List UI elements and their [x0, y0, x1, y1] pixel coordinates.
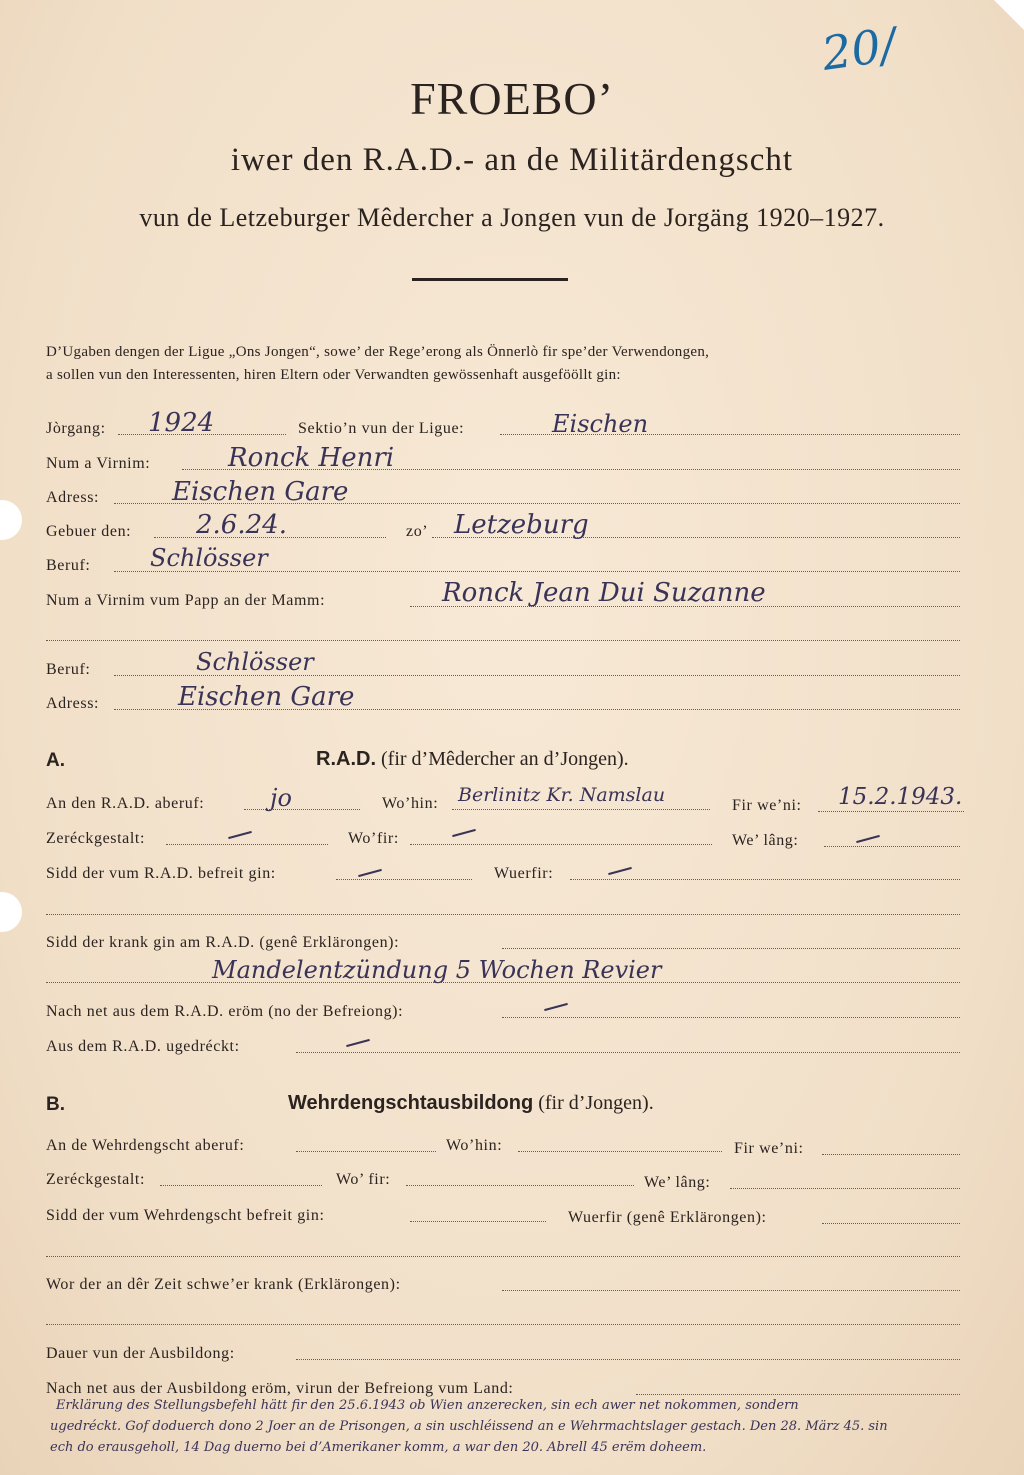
- wd-welang-label: We’ lâng:: [644, 1174, 711, 1191]
- jorgang-label: Jòrgang:: [46, 420, 106, 437]
- rad-krank-label: Sidd der krank gin am R.A.D. (genê Erklärongen):: [46, 934, 400, 951]
- rad-aberuf-label: An den R.A.D. aberuf:: [46, 795, 205, 812]
- fill-line: [452, 809, 710, 810]
- fill-line: [410, 844, 712, 845]
- fill-line: [502, 1017, 960, 1018]
- fill-line: [824, 846, 960, 847]
- archive-number: 20/: [818, 17, 900, 81]
- wd-krank-label: Wor der an dêr Zeit schwe’er krank (Erklärongen):: [46, 1276, 401, 1293]
- fill-line: [46, 1256, 960, 1257]
- fill-line: [46, 1324, 960, 1325]
- rad-firweni-label: Fir we’ni:: [732, 797, 802, 814]
- section-b-title-rest: (fir d’Jongen).: [538, 1092, 654, 1114]
- rad-nachnet-label: Nach net aus dem R.A.D. eröm (no der Befreiong):: [46, 1003, 404, 1020]
- fill-line: [502, 948, 960, 949]
- section-b-letter: B.: [46, 1094, 65, 1115]
- rad-aberuf-value: jo: [270, 784, 292, 812]
- fill-line: [570, 879, 960, 880]
- sektion-value: Eischen: [552, 410, 649, 438]
- handwritten-note-line-2: ugedréckt. Gof doduerch dono 2 Joer an de Prisongen, a sin uschléissend an e Wehrmachtslager gestach. Den 28. März 45. sin: [50, 1419, 888, 1434]
- form-title: FROEBO’: [410, 73, 614, 124]
- rad-wofir-label: Wo’fir:: [348, 830, 399, 847]
- fill-line: [296, 1151, 436, 1152]
- section-a-title-bold: R.A.D.: [316, 748, 376, 770]
- fill-line: [410, 1221, 546, 1222]
- wd-zereck-label: Zeréckgestalt:: [46, 1171, 146, 1188]
- rad-krank-value: Mandelentzündung 5 Wochen Revier: [212, 956, 662, 984]
- rad-firweni-value: 15.2.1943.: [838, 784, 963, 810]
- parents-address-value: Eischen Gare: [178, 682, 355, 712]
- section-b-title-bold: Wehrdengschtausbildong: [288, 1092, 534, 1114]
- rad-ugedreckt-label: Aus dem R.A.D. ugedréckt:: [46, 1038, 240, 1055]
- section-b-title: [288, 1092, 654, 1115]
- birth-date-value: 2.6.24.: [196, 510, 287, 540]
- handwritten-note-line-1: Erklärung des Stellungsbefehl hätt fir den 25.6.1943 ob Wien anzerecken, sin ech awer net nokommen, sondern: [56, 1398, 799, 1413]
- rad-welang-label: We’ lâng:: [732, 832, 799, 849]
- torn-corner: [994, 0, 1024, 30]
- rad-zereck-label: Zeréckgestalt:: [46, 830, 146, 847]
- address-value: Eischen Gare: [172, 477, 349, 507]
- wd-aberuf-label: An de Wehrdengscht aberuf:: [46, 1137, 245, 1154]
- fill-line: [296, 1052, 960, 1053]
- title-divider: [412, 278, 568, 281]
- fill-line: [336, 879, 472, 880]
- wd-nachnet-label: Nach net aus der Ausbildong eröm, virun der Befreiong vum Land:: [46, 1380, 514, 1397]
- handwritten-note-line-3: ech do erausgeholl, 14 Dag duerno bei d’Amerikaner komm, a war den 20. Abrell 45 erëm doheem.: [50, 1440, 707, 1455]
- rad-befreit-label: Sidd der vum R.A.D. befreit gin:: [46, 865, 276, 882]
- wd-firweni-label: Fir we’ni:: [734, 1140, 804, 1157]
- birth-place-value: Letzeburg: [454, 510, 589, 540]
- parents-label: Num a Virnim vum Papp an der Mamm:: [46, 592, 326, 609]
- wd-befreit-label: Sidd der vum Wehrdengscht befreit gin:: [46, 1207, 325, 1224]
- jorgang-value: 1924: [148, 408, 215, 438]
- fill-line: [46, 640, 960, 641]
- wd-wohin-label: Wo’hin:: [446, 1137, 503, 1154]
- section-a-title-rest: (fir d’Mêdercher an d’Jongen).: [381, 748, 629, 770]
- sektion-label: Sektio’n vun der Ligue:: [298, 420, 465, 437]
- parents-value: Ronck Jean Dui Suzanne: [442, 578, 766, 608]
- birth-place-label: zo’: [406, 523, 429, 540]
- fill-line: [160, 1185, 322, 1186]
- section-a-title: [316, 748, 629, 771]
- fill-line: [636, 1394, 960, 1395]
- section-a-letter: A.: [46, 750, 65, 771]
- name-label: Num a Virnim:: [46, 455, 151, 472]
- fill-line: [818, 811, 964, 812]
- intro-line-2: a sollen vun den Interessenten, hiren Eltern oder Verwandten gewössenhaft ausgefööllt gin:: [46, 367, 621, 383]
- fill-line: [46, 914, 960, 915]
- wd-wofir-label: Wo’ fir:: [336, 1171, 391, 1188]
- fill-line: [244, 809, 360, 810]
- parents-address-label: Adress:: [46, 695, 100, 712]
- profession-label: Beruf:: [46, 557, 91, 574]
- address-label: Adress:: [46, 489, 100, 506]
- rad-wuerfir-label: Wuerfir:: [494, 865, 554, 882]
- form-subtitle-2: vun de Letzeburger Mêdercher a Jongen vun de Jorgäng 1920–1927.: [139, 203, 885, 232]
- fill-line: [406, 1185, 634, 1186]
- fill-line: [822, 1223, 960, 1224]
- intro-line-1: D’Ugaben dengen der Ligue „Ons Jongen“, sowe’ der Rege’erong als Önnerlò fir spe’der Verwendongen,: [46, 344, 710, 360]
- rad-wohin-value: Berlinitz Kr. Namslau: [458, 784, 666, 806]
- fill-line: [730, 1188, 960, 1189]
- fill-line: [822, 1154, 960, 1155]
- name-value: Ronck Henri: [228, 443, 395, 473]
- rad-wohin-label: Wo’hin:: [382, 795, 439, 812]
- birth-date-label: Gebuer den:: [46, 523, 132, 540]
- fill-line: [166, 844, 328, 845]
- profession-value: Schlösser: [150, 544, 268, 572]
- parents-profession-value: Schlösser: [196, 648, 314, 676]
- form-subtitle: iwer den R.A.D.- an de Militärdengscht: [230, 142, 794, 178]
- fill-line: [502, 1290, 960, 1291]
- parents-profession-label: Beruf:: [46, 661, 91, 678]
- fill-line: [518, 1151, 722, 1152]
- wd-wuerfir-label: Wuerfir (genê Erklärongen):: [568, 1209, 767, 1226]
- fill-line: [296, 1359, 960, 1360]
- wd-dauer-label: Dauer vun der Ausbildong:: [46, 1345, 235, 1362]
